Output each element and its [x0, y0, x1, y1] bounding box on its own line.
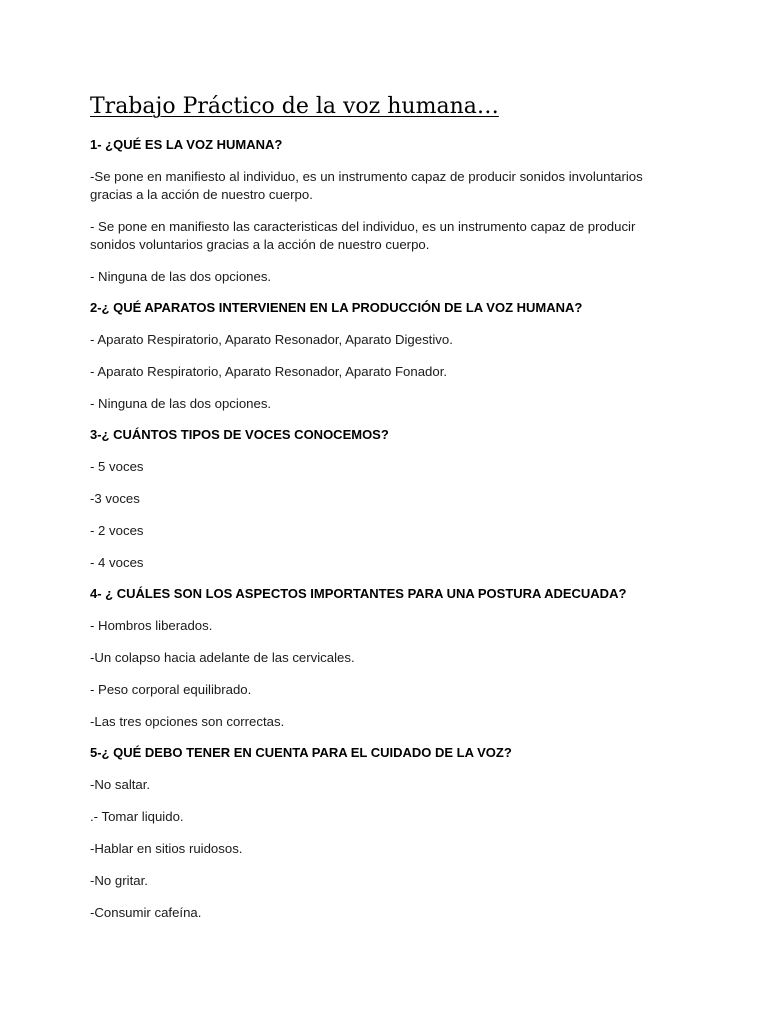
- question-3-option-3: - 2 voces: [90, 523, 144, 538]
- question-5-option-5: -Consumir cafeína.: [90, 905, 202, 920]
- document-title: Trabajo Práctico de la voz humana…: [90, 94, 499, 119]
- question-3-option-1: - 5 voces: [90, 459, 144, 474]
- question-2-option-3: - Ninguna de las dos opciones.: [90, 396, 272, 411]
- document-page: [90, 92, 690, 936]
- question-3-option-2: -3 voces: [90, 491, 140, 506]
- question-4-heading: 4- ¿ CUÁLES SON LOS ASPECTOS IMPORTANTES PARA UNA POSTURA ADECUADA?: [90, 586, 627, 601]
- question-3-heading: 3-¿ CUÁNTOS TIPOS DE VOCES CONOCEMOS?: [90, 427, 389, 442]
- question-5-option-3: -Hablar en sitios ruidosos.: [90, 841, 243, 856]
- question-1-option-3: - Ninguna de las dos opciones.: [90, 269, 272, 284]
- question-1-heading: 1- ¿QUÉ ES LA VOZ HUMANA?: [90, 137, 283, 152]
- question-4-option-3: - Peso corporal equilibrado.: [90, 682, 252, 697]
- question-5-option-1: -No saltar.: [90, 777, 151, 792]
- question-1-option-2: - Se pone en manifiesto las caracteristicas del individuo, es un instrumento capaz de producir sonidos voluntarios gracias a la acción de nuestro cuerpo.: [90, 219, 636, 252]
- question-5-option-2: .- Tomar liquido.: [90, 809, 184, 824]
- question-4-option-1: - Hombros liberados.: [90, 618, 213, 633]
- question-4-option-2: -Un colapso hacia adelante de las cervicales.: [90, 650, 355, 665]
- question-3-option-4: - 4 voces: [90, 555, 144, 570]
- question-2-option-1: - Aparato Respiratorio, Aparato Resonador, Aparato Digestivo.: [90, 332, 453, 347]
- question-2-heading: 2-¿ QUÉ APARATOS INTERVIENEN EN LA PRODUCCIÓN DE LA VOZ HUMANA?: [90, 300, 583, 315]
- question-5-heading: 5-¿ QUÉ DEBO TENER EN CUENTA PARA EL CUIDADO DE LA VOZ?: [90, 745, 512, 760]
- question-2-option-2: - Aparato Respiratorio, Aparato Resonador, Aparato Fonador.: [90, 364, 448, 379]
- question-5-option-4: -No gritar.: [90, 873, 148, 888]
- question-1-option-1: -Se pone en manifiesto al individuo, es un instrumento capaz de producir sonidos involuntarios gracias a la acción de nuestro cuerpo.: [90, 169, 643, 202]
- question-4-option-4: -Las tres opciones son correctas.: [90, 714, 285, 729]
